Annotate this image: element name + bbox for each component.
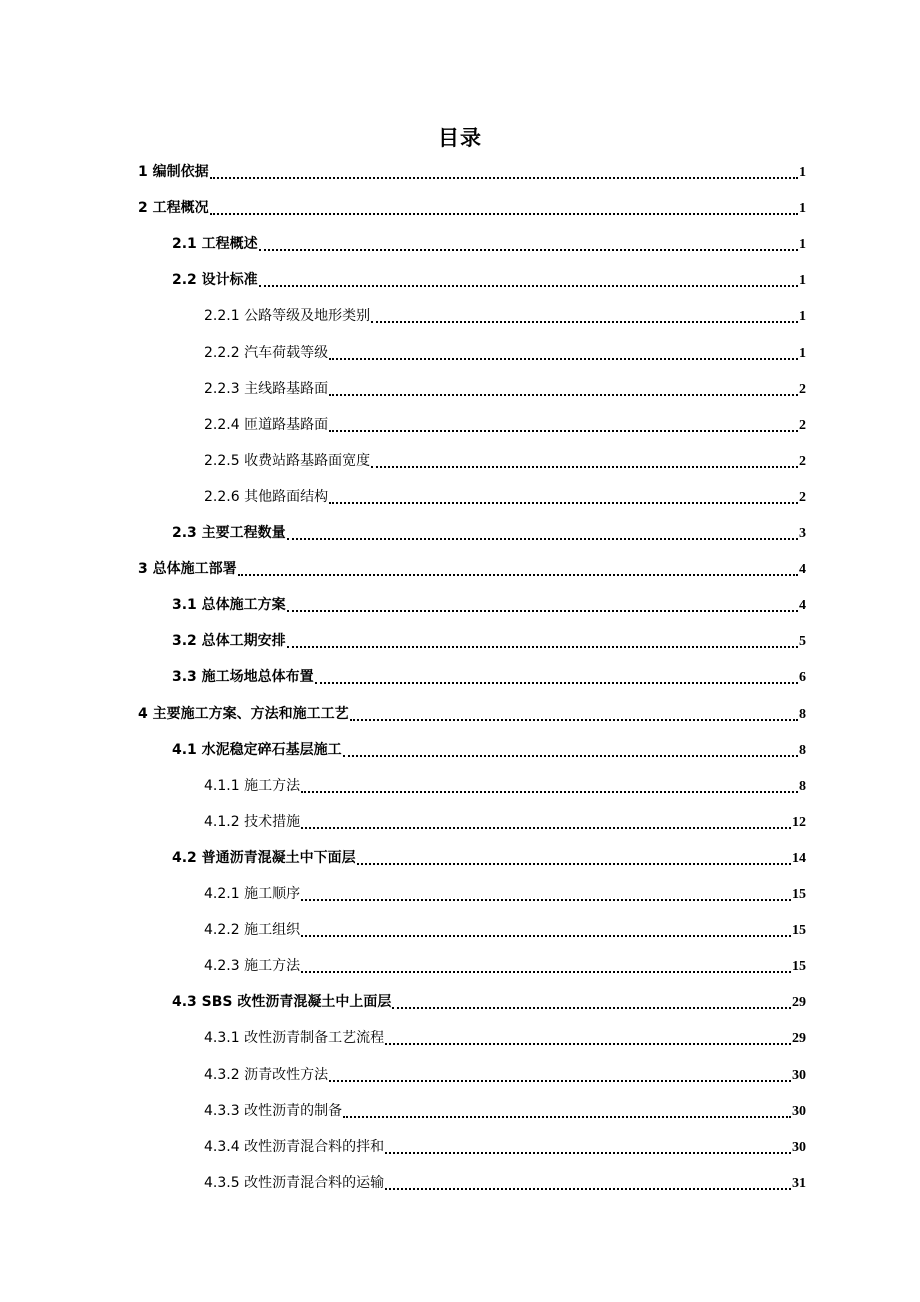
toc-entry-label: 4.3.4 改性沥青混合料的拌和 (204, 1139, 385, 1155)
toc-entry-label: 4.3.1 改性沥青制备工艺流程 (204, 1030, 385, 1046)
toc-dot-leader (259, 271, 798, 287)
toc-entry[interactable] (204, 956, 806, 976)
toc-dot-leader (350, 705, 798, 721)
toc-entry-page-number: 31 (792, 1176, 806, 1191)
toc-entry-label: 2.2.6 其他路面结构 (204, 489, 329, 505)
toc-dot-leader (301, 885, 791, 901)
toc-entry-page-number: 15 (792, 887, 806, 902)
toc-entry[interactable] (204, 1028, 806, 1048)
toc-dot-leader (301, 921, 791, 937)
toc-entry-page-number: 4 (799, 598, 806, 613)
toc-entry-page-number: 8 (799, 707, 806, 722)
toc-entry-label: 2.2.5 收费站路基路面宽度 (204, 453, 371, 469)
toc-dot-leader (315, 668, 798, 684)
toc-dot-leader (329, 488, 798, 504)
toc-entry[interactable] (172, 270, 806, 290)
toc-entry[interactable] (204, 884, 806, 904)
toc-entry[interactable] (172, 631, 806, 651)
toc-entry-label: 2.2.3 主线路基路面 (204, 381, 329, 397)
toc-entry[interactable] (172, 234, 806, 254)
toc-entry[interactable] (204, 920, 806, 940)
toc-entry[interactable] (204, 487, 806, 507)
toc-entry-page-number: 1 (799, 165, 806, 180)
toc-entry[interactable] (204, 379, 806, 399)
toc-entry[interactable] (172, 848, 806, 868)
toc-entry-label: 4.2.1 施工顺序 (204, 886, 301, 902)
toc-entry[interactable] (172, 667, 806, 687)
toc-entry-page-number: 2 (799, 382, 806, 397)
toc-entry-label: 4.1.2 技术措施 (204, 814, 301, 830)
toc-entry-label: 2 工程概况 (138, 200, 209, 216)
toc-entry-page-number: 8 (799, 743, 806, 758)
toc-entry-label: 2.3 主要工程数量 (172, 525, 286, 541)
toc-entry-page-number: 1 (799, 237, 806, 252)
toc-dot-leader (329, 1066, 791, 1082)
toc-dot-leader (301, 957, 791, 973)
toc-entry-label: 4.3.3 改性沥青的制备 (204, 1103, 343, 1119)
toc-entry-page-number: 15 (792, 959, 806, 974)
toc-entry-page-number: 1 (799, 273, 806, 288)
toc-entry[interactable] (204, 1173, 806, 1193)
toc-entry[interactable] (204, 415, 806, 435)
toc-entry-label: 4.2.3 施工方法 (204, 958, 301, 974)
toc-entry-label: 4.1 水泥稳定碎石基层施工 (172, 742, 342, 758)
toc-title: 目录 (438, 126, 482, 150)
toc-entry-label: 3.3 施工场地总体布置 (172, 669, 314, 685)
toc-entry-label: 1 编制依据 (138, 164, 209, 180)
toc-entry-page-number: 29 (792, 1031, 806, 1046)
toc-dot-leader (329, 416, 798, 432)
toc-dot-leader (357, 849, 791, 865)
toc-entry[interactable] (204, 1065, 806, 1085)
toc-entry-page-number: 14 (792, 851, 806, 866)
toc-entry-label: 4.3.2 沥青改性方法 (204, 1067, 329, 1083)
toc-entry-label: 4.2 普通沥青混凝土中下面层 (172, 850, 356, 866)
toc-entry[interactable] (138, 704, 806, 724)
toc-entry-page-number: 8 (799, 779, 806, 794)
toc-entry-page-number: 6 (799, 670, 806, 685)
toc-entry-page-number: 2 (799, 418, 806, 433)
toc-entry-label: 2.2.4 匝道路基路面 (204, 417, 329, 433)
toc-entry-page-number: 29 (792, 995, 806, 1010)
toc-entry-page-number: 2 (799, 490, 806, 505)
toc-entry[interactable] (172, 595, 806, 615)
toc-entry-label: 4 主要施工方案、方法和施工工艺 (138, 706, 349, 722)
toc-entry[interactable] (138, 162, 806, 182)
toc-dot-leader (371, 452, 798, 468)
toc-dot-leader (287, 596, 798, 612)
toc-entry-page-number: 1 (799, 201, 806, 216)
toc-entry[interactable] (172, 992, 806, 1012)
toc-entry-page-number: 5 (799, 634, 806, 649)
toc-entry[interactable] (138, 559, 806, 579)
toc-dot-leader (385, 1029, 791, 1045)
toc-dot-leader (287, 524, 798, 540)
toc-dot-leader (392, 993, 791, 1009)
toc-entry-label: 4.3 SBS 改性沥青混凝土中上面层 (172, 994, 392, 1010)
toc-dot-leader (238, 560, 798, 576)
toc-dot-leader (259, 235, 798, 251)
toc-entry-page-number: 30 (792, 1140, 806, 1155)
toc-dot-leader (385, 1138, 791, 1154)
toc-entry-page-number: 15 (792, 923, 806, 938)
toc-entry[interactable] (204, 776, 806, 796)
toc-entry-label: 3.2 总体工期安排 (172, 633, 286, 649)
toc-entry-label: 4.2.2 施工组织 (204, 922, 301, 938)
toc-entry-page-number: 30 (792, 1104, 806, 1119)
toc-entry[interactable] (172, 523, 806, 543)
toc-entry-page-number: 4 (799, 562, 806, 577)
toc-dot-leader (343, 741, 798, 757)
toc-entry-page-number: 1 (799, 346, 806, 361)
toc-entry[interactable] (204, 1101, 806, 1121)
toc-dot-leader (385, 1174, 791, 1190)
toc-entry[interactable] (138, 198, 806, 218)
toc-dot-leader (301, 813, 791, 829)
toc-entry-label: 3 总体施工部署 (138, 561, 237, 577)
toc-entry-label: 2.2 设计标准 (172, 272, 258, 288)
toc-dot-leader (301, 777, 798, 793)
toc-entry[interactable] (204, 451, 806, 471)
toc-dot-leader (329, 380, 798, 396)
toc-entry-label: 2.2.2 汽车荷载等级 (204, 345, 329, 361)
toc-dot-leader (210, 199, 798, 215)
toc-entry[interactable] (204, 306, 806, 326)
toc-entry-label: 2.2.1 公路等级及地形类别 (204, 308, 371, 324)
toc-entry-label: 2.1 工程概述 (172, 236, 258, 252)
toc-dot-leader (210, 163, 798, 179)
toc-entry-label: 4.1.1 施工方法 (204, 778, 301, 794)
toc-entry[interactable] (172, 740, 806, 760)
toc-dot-leader (343, 1102, 791, 1118)
toc-entry[interactable] (204, 812, 806, 832)
toc-entry-label: 3.1 总体施工方案 (172, 597, 286, 613)
toc-entry-page-number: 2 (799, 454, 806, 469)
toc-dot-leader (371, 307, 798, 323)
toc-entry-page-number: 12 (792, 815, 806, 830)
toc-entry[interactable] (204, 343, 806, 363)
toc-entry[interactable] (204, 1137, 806, 1157)
toc-dot-leader (329, 344, 798, 360)
toc-dot-leader (287, 632, 798, 648)
toc-entry-page-number: 30 (792, 1068, 806, 1083)
toc-entry-label: 4.3.5 改性沥青混合料的运输 (204, 1175, 385, 1191)
toc-entry-page-number: 3 (799, 526, 806, 541)
toc-entry-page-number: 1 (799, 309, 806, 324)
